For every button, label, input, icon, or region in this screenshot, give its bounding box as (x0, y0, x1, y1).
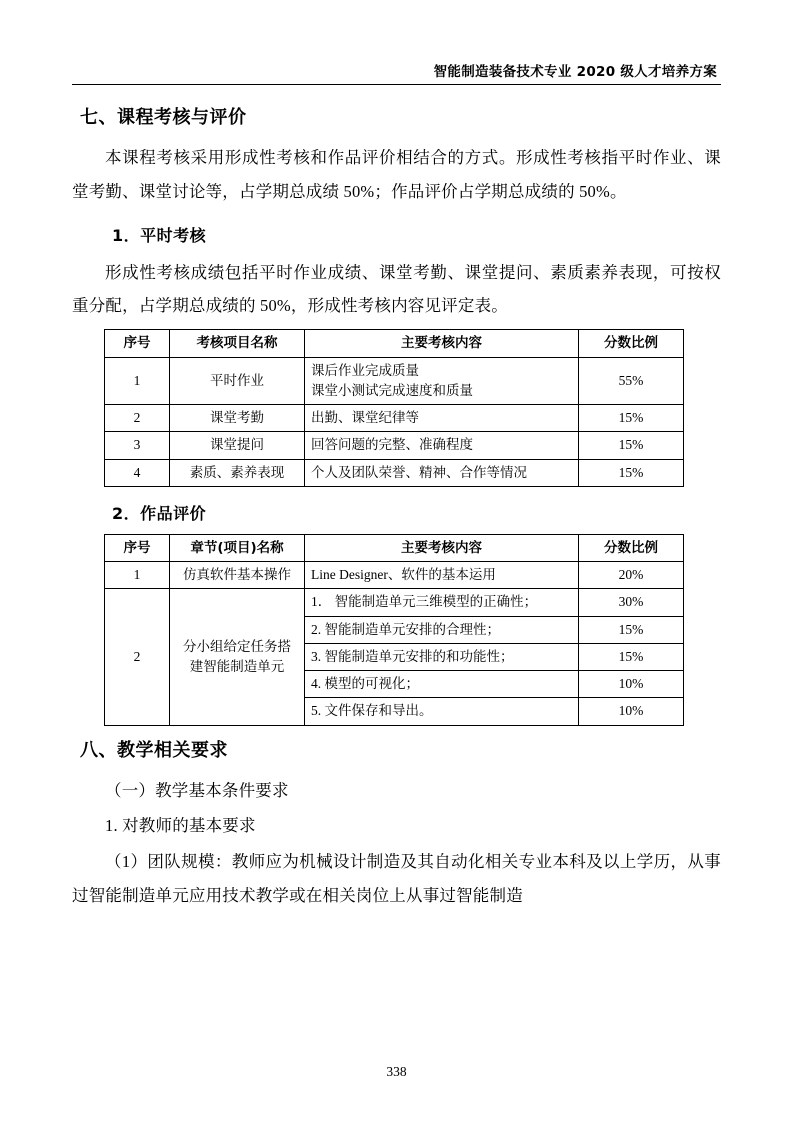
table2-row2-name-line1: 分小组给定任务搭 (183, 638, 291, 654)
table1-header-ratio: 分数比例 (579, 330, 684, 357)
subsection-one-intro: 形成性考核成绩包括平时作业成绩、课堂考勤、课堂提问、素质素养表现，可按权重分配，占学期总成绩的 50%，形成性考核内容见评定表。 (72, 262, 721, 316)
table1-row1-name: 平时作业 (170, 357, 305, 405)
table1-row4-content: 个人及团队荣誉、精神、合作等情况 (305, 459, 579, 486)
table2-row2-item1-content: 1． 智能制造单元三维模型的正确性； (305, 589, 579, 616)
assessment-table-two (104, 534, 684, 726)
table2-header-no: 序号 (105, 534, 170, 561)
section-eight-paragraph-1: （一）教学基本条件要求 (105, 780, 289, 800)
table1-row1-content (305, 357, 579, 405)
table1-row1-content-line1: 课后作业完成质量 (311, 362, 419, 378)
table2-row2-item3-content: 3. 智能制造单元安排的和功能性； (305, 643, 579, 670)
table2-row1-no: 1 (105, 562, 170, 589)
page-header: 智能制造装备技术专业 2020 级人才培养方案 (433, 64, 717, 80)
table1-row2-ratio: 15% (579, 405, 684, 432)
table1-row3-content: 回答问题的完整、准确程度 (305, 432, 579, 459)
table1-row3-no: 3 (105, 432, 170, 459)
table-header-row (105, 534, 684, 561)
table2-row2-item2-content: 2. 智能制造单元安排的合理性； (305, 616, 579, 643)
table1-row2-no: 2 (105, 405, 170, 432)
table2-row2-no: 2 (105, 589, 170, 725)
table-row (105, 405, 684, 432)
assessment-table-one (104, 329, 684, 487)
table-row (105, 357, 684, 405)
table-row (105, 562, 684, 589)
table-header-row (105, 330, 684, 357)
table1-row1-ratio: 55% (579, 357, 684, 405)
table2-row2-item1-ratio: 30% (579, 589, 684, 616)
table2-row2-name-line2: 建智能制造单元 (189, 658, 285, 674)
section-eight-paragraph-3: （1）团队规模：教师应为机械设计制造及其自动化相关专业本科及以上学历，从事过智能制造单元应用技术教学或在相关岗位上从事过智能制造 (72, 852, 721, 905)
subsection-title-two: 2．作品评价 (112, 503, 207, 523)
table-row (105, 589, 684, 616)
table1-header-content: 主要考核内容 (305, 330, 579, 357)
table-row (105, 432, 684, 459)
table-row (105, 459, 684, 486)
table1-row3-name: 课堂提问 (170, 432, 305, 459)
table1-row1-no: 1 (105, 357, 170, 405)
section-title-seven: 七、课程考核与评价 (80, 107, 247, 128)
section-seven-intro: 本课程考核采用形成性考核和作品评价相结合的方式。形成性考核指平时作业、课堂考勤、课堂讨论等，占学期总成绩 50%；作品评价占学期总成绩的 50%。 (72, 148, 721, 201)
table2-header-name: 章节(项目)名称 (170, 534, 305, 561)
table1-row2-content: 出勤、课堂纪律等 (305, 405, 579, 432)
table2-row2-item4-ratio: 10% (579, 671, 684, 698)
table2-row1-content: Line Designer、软件的基本运用 (305, 562, 579, 589)
table1-row3-ratio: 15% (579, 432, 684, 459)
table2-row2-item3-ratio: 15% (579, 643, 684, 670)
subsection-title-one: 1．平时考核 (112, 225, 207, 245)
table2-row2-item5-content: 5. 文件保存和导出。 (305, 698, 579, 725)
table2-row2-name (170, 589, 305, 725)
table2-row1-name: 仿真软件基本操作 (170, 562, 305, 589)
section-title-eight: 八、教学相关要求 (80, 739, 228, 761)
table1-row4-no: 4 (105, 459, 170, 486)
table1-row2-name: 课堂考勤 (170, 405, 305, 432)
table2-header-ratio: 分数比例 (579, 534, 684, 561)
table2-row2-item5-ratio: 10% (579, 698, 684, 725)
table1-row4-ratio: 15% (579, 459, 684, 486)
table1-header-no: 序号 (105, 330, 170, 357)
section-eight-paragraph-2: 1. 对教师的基本要求 (105, 816, 256, 836)
header-divider (72, 84, 721, 85)
table2-header-content: 主要考核内容 (305, 534, 579, 561)
table1-row1-content-line2: 课堂小测试完成速度和质量 (311, 382, 473, 398)
page-number: 338 (386, 1064, 407, 1079)
table1-header-name: 考核项目名称 (170, 330, 305, 357)
table1-row4-name: 素质、素养表现 (170, 459, 305, 486)
table2-row2-item4-content: 4. 模型的可视化； (305, 671, 579, 698)
table2-row2-item2-ratio: 15% (579, 616, 684, 643)
table2-row1-ratio: 20% (579, 562, 684, 589)
